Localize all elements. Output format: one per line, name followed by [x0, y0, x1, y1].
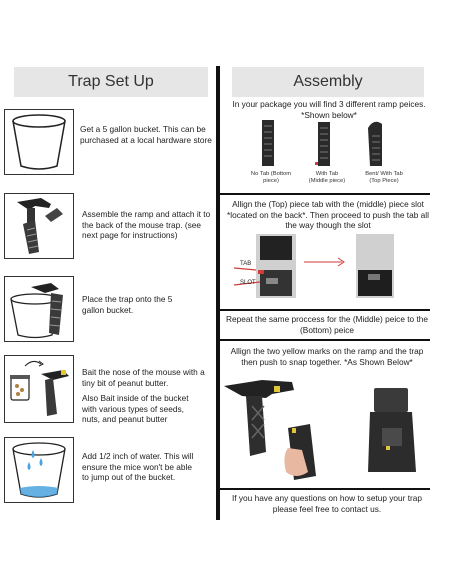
step-1-image: [4, 109, 74, 175]
contact-text: If you have any questions on how to setup your trap please feel free to contact us.: [231, 493, 423, 514]
tab-label: TAB: [240, 261, 252, 267]
section-rule-2: [220, 309, 430, 311]
step-4-text: Bait the nose of the mouse with a tiny bit of peanut butter.: [82, 367, 205, 388]
align-text: Allign the (Top) piece tab with the (middle) piece slot *located on the back*. Then proceed to push the tab all the way though the slot: [227, 199, 429, 230]
section-rule-3: [220, 339, 430, 341]
caption-middle-piece: With Tab (Middle piece): [308, 171, 346, 184]
caption-top-piece: Bent/ With Tab (Top Piece): [365, 171, 403, 184]
snap-text: Allign the two yellow marks on the ramp and the trap then push to snap together. *As Shown Below*: [230, 346, 424, 367]
step-4-image: [4, 355, 74, 423]
trap-on-bucket-icon: [5, 277, 73, 341]
slot-label: SLOT: [240, 280, 256, 286]
caption-bottom-piece: No Tab (Bottom piece): [250, 171, 292, 184]
step-5-image: [4, 437, 74, 503]
step-3-image: [4, 276, 74, 342]
step-5-text: Add 1/2 inch of water. This will ensure the mice won't be able to jump out of the bucket.: [82, 451, 194, 483]
middle-piece-icon: [315, 122, 330, 166]
bait-icon: [5, 356, 73, 422]
bottom-piece-icon: [262, 120, 274, 166]
top-piece-icon: [368, 122, 382, 166]
step-4-text-2: Also Bait inside of the bucket with various types of seeds, nuts, and peanut butter: [82, 393, 189, 425]
bucket-icon: [5, 110, 73, 174]
intro-text: In your package you will find 3 different ramp peices. *Shown below*: [232, 99, 426, 120]
right-header: Assembly: [232, 67, 424, 97]
repeat-text: Repeat the same proccess for the (Middle) peice to the (Bottom) peice: [226, 314, 428, 335]
step-3-text: Place the trap onto the 5 gallon bucket.: [82, 294, 173, 315]
ramp-pieces-image: [250, 118, 410, 170]
section-rule-4: [220, 488, 430, 490]
step-1-text: Get a 5 gallon bucket. This can be purchased at a local hardware store: [80, 124, 212, 145]
water-bucket-icon: [5, 438, 73, 502]
section-rule-1: [220, 193, 430, 195]
step-2-text: Assemble the ramp and attach it to the back of the mouse trap. (see next page for instructions): [82, 209, 211, 241]
snap-image: [222, 376, 428, 486]
column-divider: [216, 66, 220, 520]
step-2-image: [4, 193, 74, 259]
trap-icon: [5, 194, 73, 258]
left-header: Trap Set Up: [14, 67, 208, 97]
tab-slot-image: [232, 230, 402, 304]
